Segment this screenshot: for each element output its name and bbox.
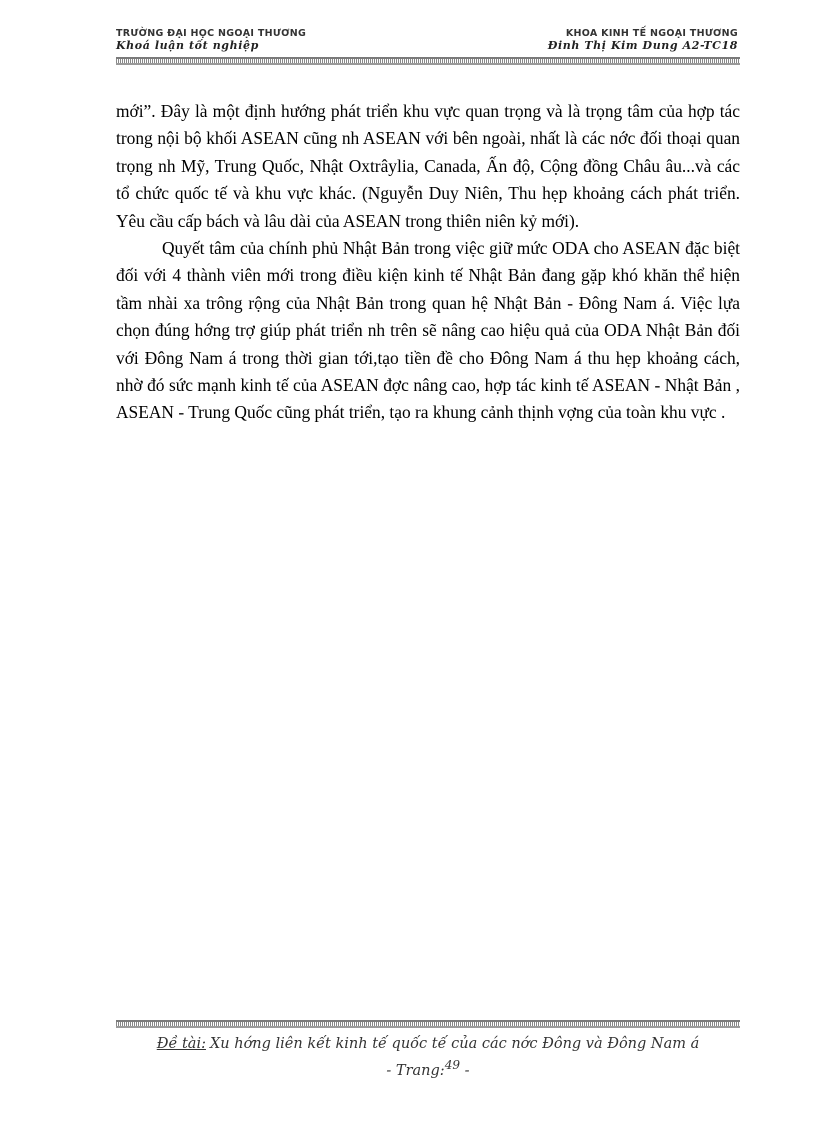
topic-label: Đề tài: (156, 1036, 206, 1052)
page-indicator (0, 1058, 816, 1079)
header-left (116, 28, 306, 52)
author-name: Đinh Thị Kim Dung A2-TC18 (547, 39, 738, 52)
paragraph-1: mới”. Đây là một định hướng phát triển khu vực quan trọng và là trọng tâm của hợp tác trong nội bộ khối ASEAN cũng nh ASEAN với bên ngoài, nhất là các nớc đối thoại quan trọng nh Mỹ, Trung Quốc, Nhật Oxtrâylia, Canada, Ấn độ, Cộng đồng Châu âu...và các tổ chức quốc tế và khu vực khác. (Nguyễn Duy Niên, Thu hẹp khoảng cách phát triển. Yêu cầu cấp bách và lâu dài của ASEAN trong thiên niên kỷ mới). (116, 101, 740, 231)
faculty-name: KHOA KINH TẾ NGOẠI THƯƠNG (565, 28, 738, 39)
footer-divider (116, 1020, 740, 1028)
page-suffix: - (460, 1062, 470, 1079)
footer-topic (116, 1036, 740, 1052)
paragraph-2: Quyết tâm của chính phủ Nhật Bản trong việc giữ mức ODA cho ASEAN đặc biệt đối với 4 thành viên mới trong điều kiện kinh tế Nhật Bản đang gặp khó khăn thể hiện tầm nhài xa trông rộng của Nhật Bản trong quan hệ Nhật Bản - Đông Nam á. Việc lựa chọn đúng hớng trợ giúp phát triển nh trên sẽ nâng cao hiệu quả của ODA Nhật Bản đối với Đông Nam á trong thời gian tới,tạo tiền đề cho Đông Nam á thu hẹp khoảng cách, nhờ đó sức mạnh kinh tế của ASEAN đợc nâng cao, hợp tác kinh tế ASEAN - Nhật Bản , ASEAN - Trung Quốc cũng phát triển, tạo ra khung cảnh thịnh vợng của toàn khu vực . (116, 238, 740, 423)
topic-text: Xu hớng liên kết kinh tế quốc tế của các nớc Đông và Đông Nam á (209, 1036, 700, 1052)
document-type: Khoá luận tốt nghiệp (116, 39, 259, 52)
university-name: TRƯỜNG ĐẠI HỌC NGOẠI THƯƠNG (116, 28, 307, 39)
page-prefix: - Trang: (386, 1062, 445, 1079)
header-right (548, 28, 738, 52)
page-body (116, 98, 740, 427)
page-number: 49 (444, 1058, 461, 1072)
header-divider (116, 57, 740, 65)
